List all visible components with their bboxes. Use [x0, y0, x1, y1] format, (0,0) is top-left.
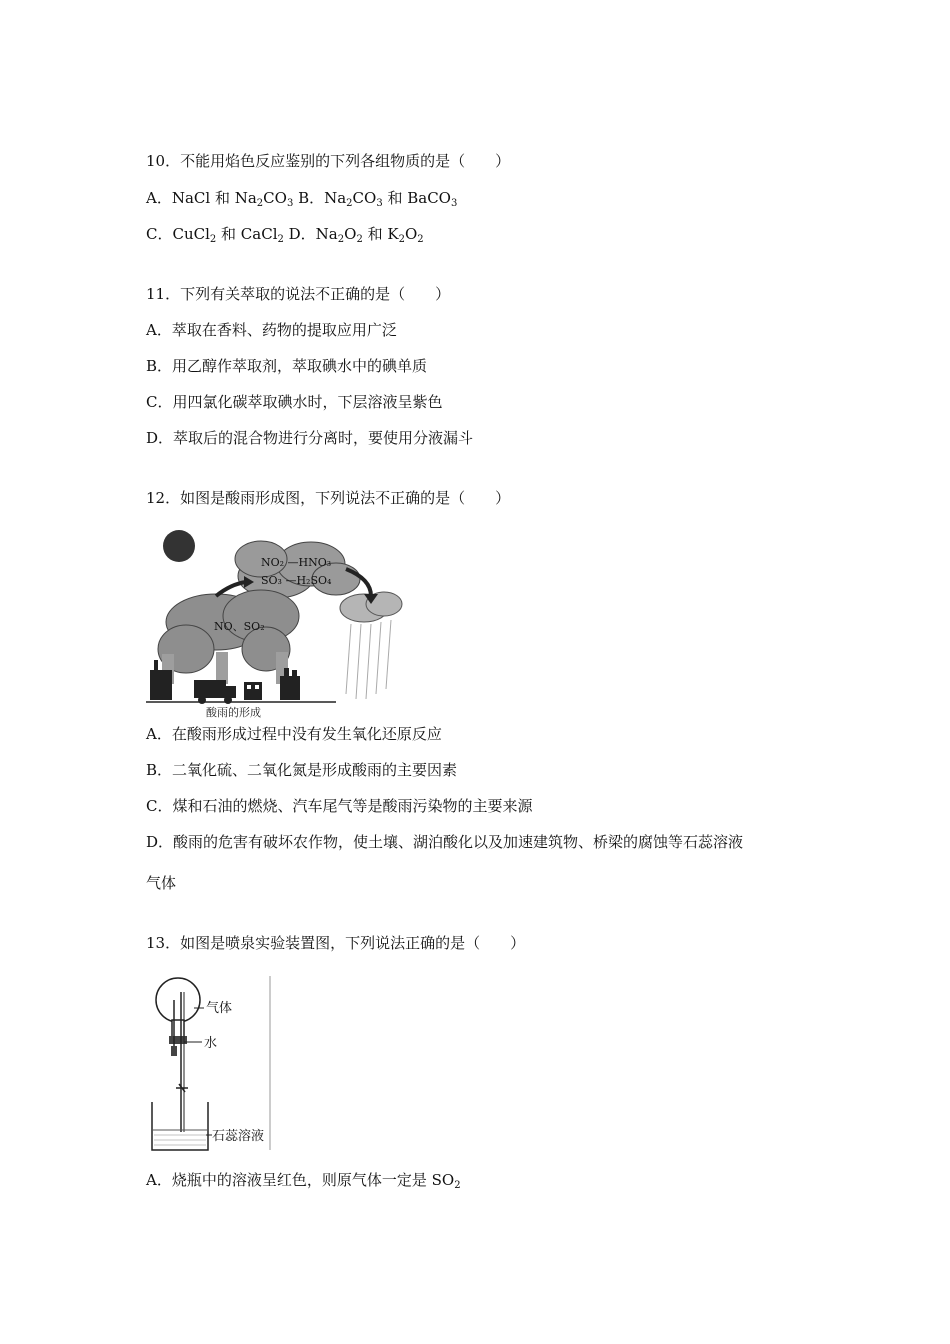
sun-icon: [163, 530, 195, 562]
q12-option-b: B．二氧化硫、二氧化氮是形成酸雨的主要因素: [146, 761, 458, 779]
q13-option-a: A．烧瓶中的溶液呈红色，则原气体一定是 $SO_2$: [146, 1171, 461, 1191]
label-litmus: 石蕊溶液: [212, 1129, 265, 1144]
truck-icon: [194, 680, 236, 704]
q12-option-d-line2: 气体: [146, 874, 177, 892]
label-water: 水: [204, 1036, 218, 1051]
q11-option-a: A．萃取在香料、药物的提取应用广泛: [146, 321, 397, 339]
figure-caption: 酸雨的形成: [206, 706, 261, 719]
beaker-icon: [152, 1102, 208, 1150]
building-icon: [244, 682, 262, 700]
label-gas: 气体: [206, 1001, 233, 1016]
q11-stem: 11．下列有关萃取的说法不正确的是（ ）: [146, 285, 451, 303]
q10-options-ab: A．NaCl 和 $Na_2CO_3$ B．$Na_2CO_3$ 和 BaCO$_3$: [146, 189, 458, 209]
acid-rain-figure: [146, 524, 406, 720]
flask-icon: [156, 978, 200, 1022]
rain-streaks: [346, 620, 391, 699]
q10-stem: 10．不能用焰色反应鉴别的下列各组物质的是（ ）: [146, 152, 511, 170]
fountain-apparatus-figure: [146, 972, 276, 1160]
q13-stem: 13．如图是喷泉实验装置图，下列说法正确的是（ ）: [146, 934, 526, 952]
q10-options-cd: C．CuCl$_2$ 和 CaCl$_2$ D．$Na_2O_2$ 和 $K_2O_2$: [146, 225, 424, 245]
cloud-top-line1: NO₂ —HNO₃: [261, 556, 332, 569]
litmus-liquid: [154, 1135, 206, 1145]
upper-cloud: [235, 541, 360, 598]
q12-option-c: C．煤和石油的燃烧、汽车尾气等是酸雨污染物的主要来源: [146, 797, 533, 815]
q12-stem: 12．如图是酸雨形成图，下列说法不正确的是（ ）: [146, 489, 511, 507]
q11-option-c: C．用四氯化碳萃取碘水时，下层溶液呈紫色: [146, 393, 443, 411]
cloud-mid-label: NO、SO₂: [214, 620, 265, 633]
q12-option-d-line1: D．酸雨的危害有破坏农作物，使土壤、湖泊酸化以及加速建筑物、桥梁的腐蚀等石蕊溶液: [146, 833, 744, 851]
clamp-icon: [176, 1084, 188, 1092]
q12-option-a: A．在酸雨形成过程中没有发生氧化还原反应: [146, 725, 442, 743]
q11-option-b: B．用乙醇作萃取剂，萃取碘水中的碘单质: [146, 357, 428, 375]
cloud-top-line2: SO₃ —H₂SO₄: [261, 574, 332, 587]
q11-option-d: D．萃取后的混合物进行分离时，要使用分液漏斗: [146, 429, 474, 447]
